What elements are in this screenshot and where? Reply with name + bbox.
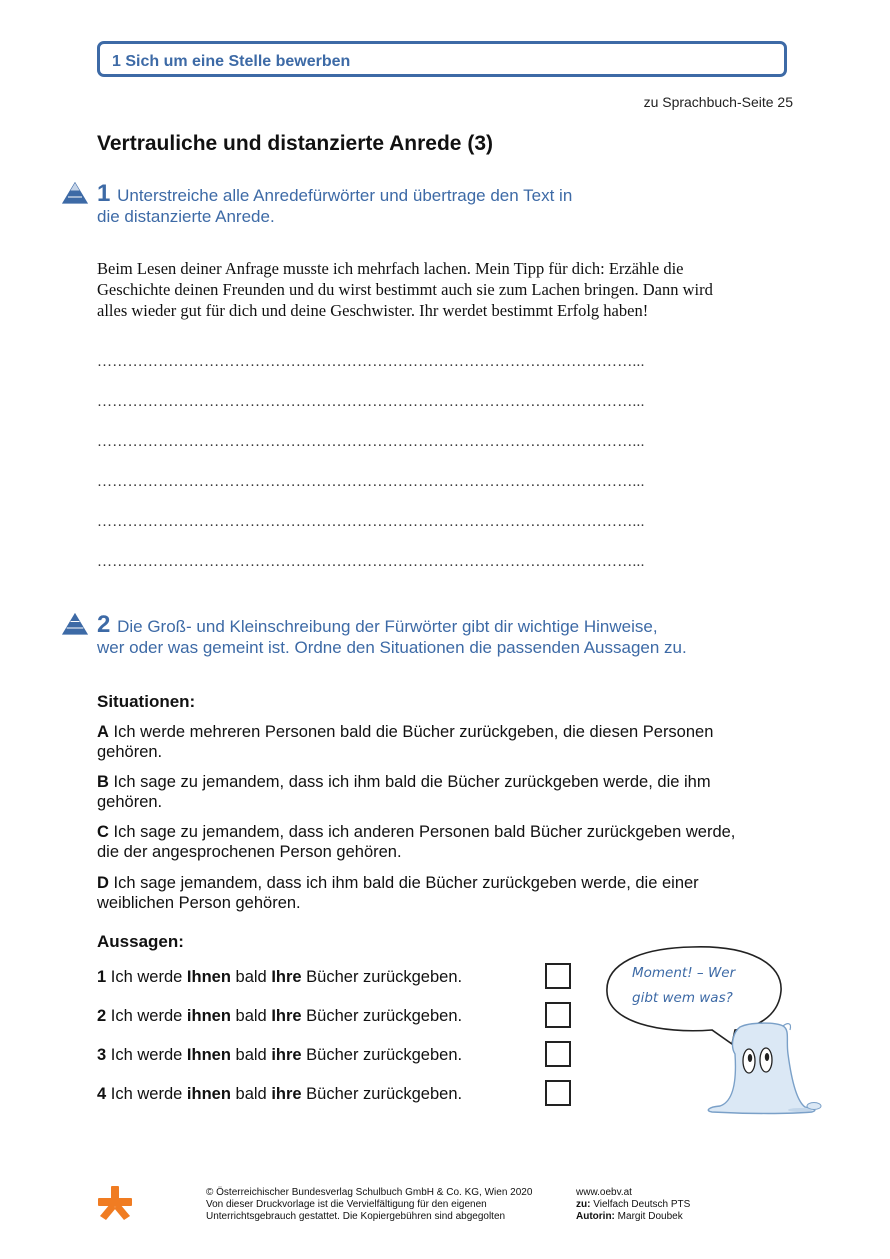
difficulty-pyramid-icon — [62, 613, 88, 635]
statement-number: 2 — [97, 1007, 107, 1025]
statement-pronoun: ihre — [271, 1046, 302, 1064]
task-2-line-1: Die Groß- und Kleinschreibung der Fürwörter gibt dir wichtige Hinweise, — [117, 617, 658, 636]
statement-text: Ich werde — [110, 968, 183, 986]
difficulty-pyramid-icon — [62, 182, 88, 204]
statement-text: Bücher zurückgeben. — [306, 1007, 463, 1025]
chapter-title: 1 Sich um eine Stelle bewerben — [112, 53, 351, 70]
statement-pronoun: Ihre — [271, 968, 302, 986]
situation-item — [97, 722, 787, 762]
situation-line-1: Ich sage jemandem, dass ich ihm bald die Bücher zurückgeben werde, die einer — [113, 874, 699, 892]
answer-line[interactable]: ……………………………………………………………………………………………... — [97, 514, 645, 530]
footer-value: Vielfach Deutsch PTS — [593, 1199, 691, 1210]
situation-item — [97, 772, 787, 812]
statement-pronoun: Ihre — [271, 1007, 302, 1025]
situation-letter: D — [97, 874, 109, 892]
mascot-illustration — [600, 944, 835, 1119]
bubble-line-1: Moment! – Wer — [632, 965, 736, 981]
task-2-line-2: wer oder was gemeint ist. Ordne den Situationen die passenden Aussagen zu. — [97, 638, 687, 657]
statement-number: 4 — [97, 1085, 107, 1103]
answer-line[interactable]: ……………………………………………………………………………………………... — [97, 554, 645, 570]
task-1-text — [97, 258, 787, 321]
page-title: Vertrauliche und distanzierte Anrede (3) — [97, 132, 493, 155]
statement-pronoun: ihre — [271, 1085, 302, 1103]
statement-pronoun: ihnen — [186, 1085, 231, 1103]
statement-text: Ich werde — [110, 1085, 183, 1103]
statement-number: 3 — [97, 1046, 107, 1064]
statement-text: Ich werde — [110, 1046, 183, 1064]
statement-pronoun: ihnen — [186, 1007, 231, 1025]
situation-line-2: gehören. — [97, 743, 163, 761]
statement-pronoun: Ihnen — [186, 1046, 231, 1064]
statement-item — [97, 1007, 462, 1026]
statement-text: Bücher zurückgeben. — [306, 1085, 463, 1103]
statement-item — [97, 1085, 462, 1104]
statement-text: bald — [235, 1007, 267, 1025]
situation-item — [97, 822, 787, 862]
situation-letter: B — [97, 773, 109, 791]
situation-letter: A — [97, 723, 109, 741]
situation-item — [97, 873, 787, 913]
situation-line-1: Ich sage zu jemandem, dass ich anderen Personen bald Bücher zurückgeben werde, — [113, 823, 736, 841]
task-1-instruction — [97, 180, 573, 227]
answer-line[interactable]: ……………………………………………………………………………………………... — [97, 434, 645, 450]
situation-line-1: Ich werde mehreren Personen bald die Bücher zurückgeben, die diesen Personen — [113, 723, 714, 741]
task-1-line-1: Unterstreiche alle Anredefürwörter und übertrage den Text in — [117, 186, 573, 205]
statement-text: bald — [235, 1046, 267, 1064]
answer-line[interactable]: ……………………………………………………………………………………………... — [97, 394, 645, 410]
answer-line[interactable]: ……………………………………………………………………………………………... — [97, 474, 645, 490]
footer-value: Margit Doubek — [617, 1211, 683, 1222]
text-line: Geschichte deinen Freunden und du wirst bestimmt auch sie zum Lachen bringen. Dann wird — [97, 280, 713, 299]
footer-copyright — [206, 1187, 566, 1223]
publisher-logo-icon — [96, 1184, 134, 1222]
task-2-number: 2 — [97, 611, 111, 638]
statement-item — [97, 1046, 462, 1065]
statement-pronoun: Ihnen — [186, 968, 231, 986]
task-2-instruction — [97, 611, 687, 658]
answer-checkbox-4[interactable] — [545, 1080, 571, 1106]
statements-heading: Aussagen: — [97, 932, 184, 951]
situation-line-2: die der angesprochenen Person gehören. — [97, 843, 402, 861]
footer-label: Autorin: — [576, 1211, 615, 1222]
statement-number: 1 — [97, 968, 107, 986]
statement-text: bald — [235, 968, 267, 986]
footer-line: © Österreichischer Bundesverlag Schulbuch GmbH & Co. KG, Wien 2020 — [206, 1187, 533, 1198]
bubble-line-2: gibt wem was? — [632, 990, 733, 1006]
page-reference: zu Sprachbuch-Seite 25 — [643, 94, 793, 110]
task-1-number: 1 — [97, 180, 111, 207]
situation-letter: C — [97, 823, 109, 841]
statement-text: Bücher zurückgeben. — [306, 968, 463, 986]
footer-author — [576, 1211, 776, 1223]
statement-item — [97, 968, 462, 987]
footer-book — [576, 1199, 776, 1211]
answer-checkbox-1[interactable] — [545, 963, 571, 989]
footer-label: zu: — [576, 1199, 591, 1210]
answer-checkbox-2[interactable] — [545, 1002, 571, 1028]
situations-heading: Situationen: — [97, 692, 196, 711]
task-1-line-2: die distanzierte Anrede. — [97, 207, 275, 226]
text-line: Beim Lesen deiner Anfrage musste ich mehrfach lachen. Mein Tipp für dich: Erzähle die — [97, 259, 684, 278]
situation-line-2: gehören. — [97, 793, 163, 811]
text-line: alles wieder gut für dich und deine Geschwister. Ihr werdet bestimmt Erfolg haben! — [97, 301, 649, 320]
footer-website[interactable]: www.oebv.at — [576, 1187, 632, 1198]
chapter-header — [97, 41, 787, 77]
answer-line[interactable]: ……………………………………………………………………………………………... — [97, 354, 645, 370]
situation-line-2: weiblichen Person gehören. — [97, 894, 301, 912]
statement-text: Bücher zurückgeben. — [306, 1046, 463, 1064]
footer-line: Unterrichtsgebrauch gestattet. Die Kopiergebühren sind abgegolten — [206, 1211, 506, 1222]
situation-line-1: Ich sage zu jemandem, dass ich ihm bald die Bücher zurückgeben werde, die ihm — [113, 773, 711, 791]
statement-text: bald — [235, 1085, 267, 1103]
footer-info — [576, 1187, 776, 1223]
answer-checkbox-3[interactable] — [545, 1041, 571, 1067]
statement-text: Ich werde — [110, 1007, 183, 1025]
footer-line: Von dieser Druckvorlage ist die Vervielfältigung für den eigenen — [206, 1199, 487, 1210]
